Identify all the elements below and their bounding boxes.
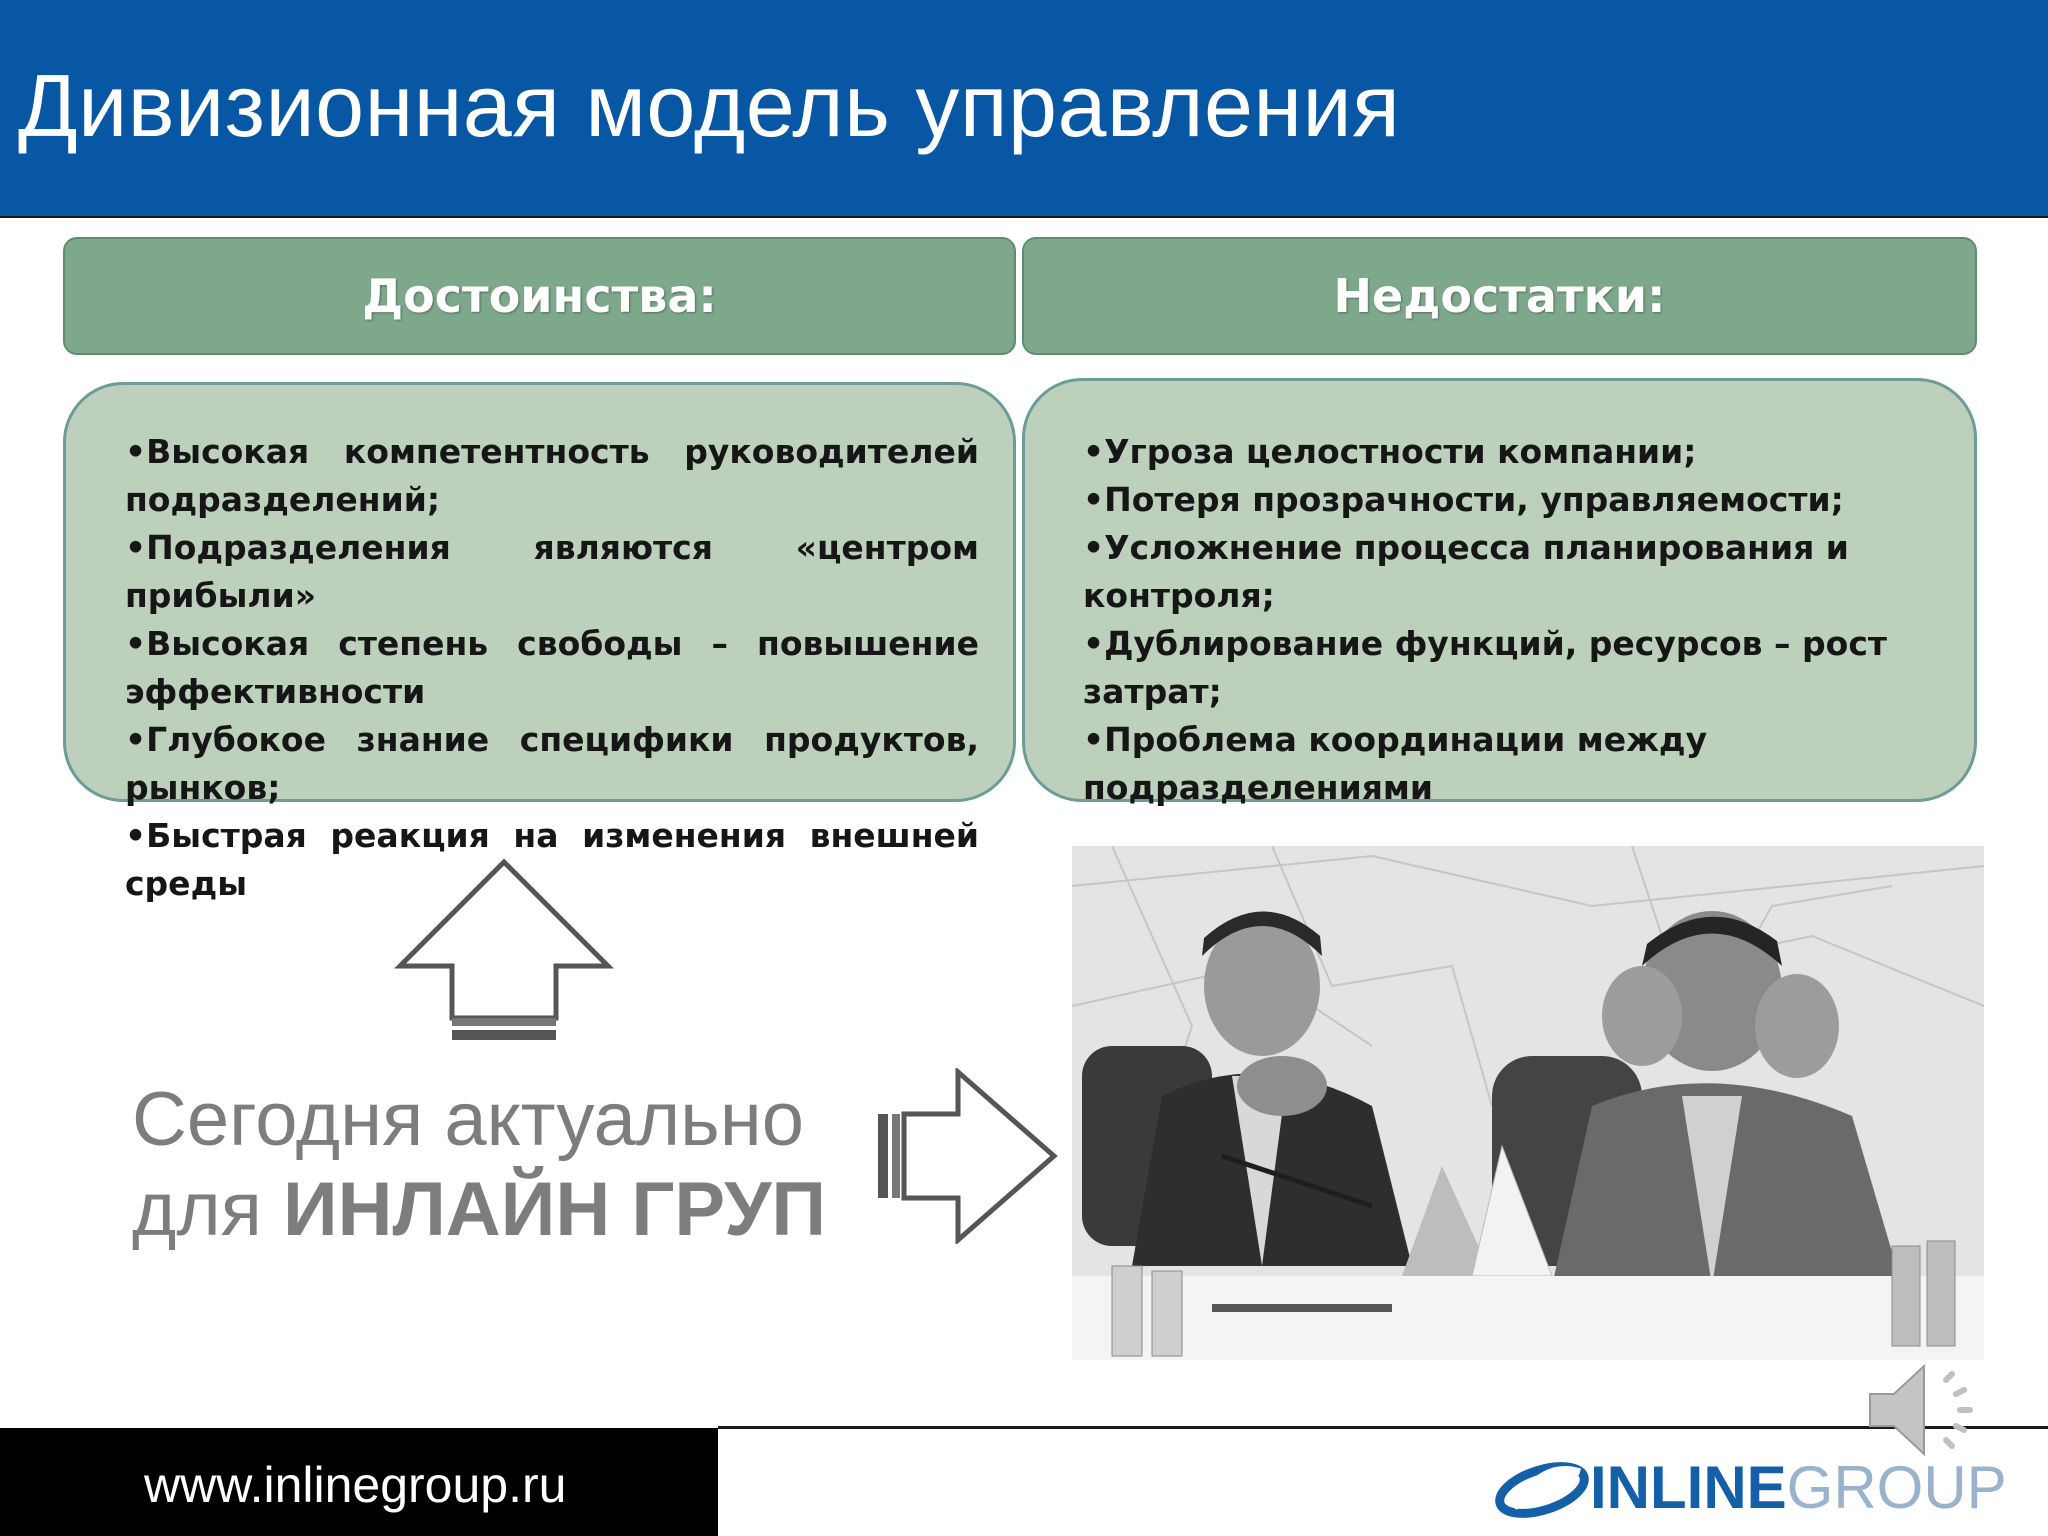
logo-text-bold: INLINE xyxy=(1590,1454,1787,1521)
inline-group-logo-icon xyxy=(1494,1458,1590,1518)
disadvantage-item: • Проблема координации между подразделениями xyxy=(1083,716,1963,812)
footer-website-bar xyxy=(0,1428,718,1536)
meeting-photo xyxy=(1072,846,1984,1360)
callout-line2-prefix: для xyxy=(132,1167,283,1252)
disadvantages-header xyxy=(1022,237,1977,355)
disadvantages-list xyxy=(1083,428,1963,812)
advantage-item: • Высокая компетентность руководителей подразделений; xyxy=(125,428,979,524)
right-arrow-outline-icon xyxy=(874,1068,1060,1244)
advantage-item: • Высокая степень свободы – повышение эффективности xyxy=(125,620,979,716)
disadvantages-header-label: Недостатки: xyxy=(1333,269,1666,323)
logo-text-light: GROUP xyxy=(1786,1454,2007,1521)
advantages-header xyxy=(63,237,1016,355)
up-arrow-outline-icon xyxy=(394,858,616,1044)
title-bar xyxy=(0,0,2048,218)
callout-line1: Сегодня актуально xyxy=(132,1077,805,1162)
advantages-list xyxy=(125,428,979,908)
advantages-header-label: Достоинства: xyxy=(362,269,717,323)
advantage-item: • Глубокое знание специфики продуктов, рынков; xyxy=(125,716,979,812)
callout-text xyxy=(132,1075,826,1255)
disadvantage-item: • Угроза целостности компании; xyxy=(1083,428,1963,476)
callout-company-name: ИНЛАЙН ГРУП xyxy=(282,1167,826,1252)
disadvantage-item: • Дублирование функций, ресурсов – рост затрат; xyxy=(1083,620,1963,716)
slide-title: Дивизионная модель управления xyxy=(18,56,1401,155)
footer-website: www.inlinegroup.ru xyxy=(144,1457,567,1513)
advantage-item: • Подразделения являются «центром прибыли» xyxy=(125,524,979,620)
disadvantage-item: • Потеря прозрачности, управляемости; xyxy=(1083,476,1963,524)
callout-line2 xyxy=(132,1165,826,1255)
disadvantage-item: • Усложнение процесса планирования и контроля; xyxy=(1083,524,1963,620)
footer-divider xyxy=(718,1426,2048,1429)
advantage-item: • Быстрая реакция на изменения внешней среды xyxy=(125,812,979,908)
speaker-icon[interactable] xyxy=(1860,1350,1992,1470)
meeting-photo-image xyxy=(1072,846,1984,1360)
